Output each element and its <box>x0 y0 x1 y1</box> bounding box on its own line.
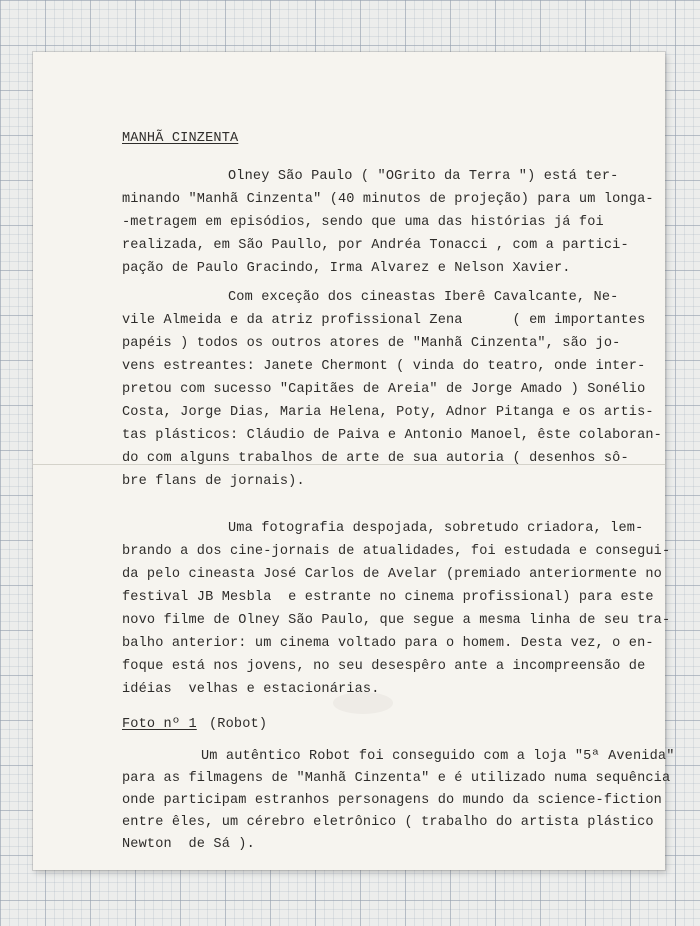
photo-subheading: (Robot) <box>209 717 268 732</box>
paragraph-1-line-4: realizada, em São Paullo, por Andréa Tonacci , com a partici- <box>122 238 629 253</box>
paragraph-2-line-4: vens estreantes: Janete Chermont ( vinda do teatro, onde inter- <box>122 359 646 374</box>
paragraph-3-line-3: da pelo cineasta José Carlos de Avelar (premiado anteriormente no <box>122 567 662 582</box>
document-title: MANHÃ CINZENTA <box>122 131 239 146</box>
paragraph-2-line-8: do com alguns trabalhos de arte de sua autoria ( desenhos sô- <box>122 451 629 466</box>
paragraph-4-line-3: onde participam estranhos personagens do mundo da science-fiction <box>122 793 662 808</box>
paragraph-3-line-1: Uma fotografia despojada, sobretudo criadora, lem- <box>228 521 644 536</box>
paragraph-2-line-9: bre flans de jornais). <box>122 474 305 489</box>
paragraph-4-line-4: entre êles, um cérebro eletrônico ( trabalho do artista plástico <box>122 815 654 830</box>
paragraph-3-line-2: brando a dos cine-jornais de atualidades, foi estudada e consegui- <box>122 544 671 559</box>
typed-page <box>33 52 675 870</box>
paragraph-2-line-7: tas plásticos: Cláudio de Paiva e Antonio Manoel, êste colaboran- <box>122 428 662 443</box>
paragraph-2-line-5: pretou com sucesso "Capitães de Areia" de Jorge Amado ) Sonélio <box>122 382 646 397</box>
paragraph-2-line-6: Costa, Jorge Dias, Maria Helena, Poty, Adnor Pitanga e os artis- <box>122 405 654 420</box>
paragraph-1-line-1: Olney São Paulo ( "OGrito da Terra ") está ter- <box>228 169 619 184</box>
photo-heading: Foto nº 1 <box>122 717 197 732</box>
paragraph-2-line-3: papéis ) todos os outros atores de "Manhã Cinzenta", são jo- <box>122 336 621 351</box>
paragraph-2-line-1: Com exceção dos cineastas Iberê Cavalcante, Ne- <box>228 290 619 305</box>
paragraph-3-line-8: idéias velhas e estacionárias. <box>122 682 380 697</box>
paragraph-3-line-7: foque está nos jovens, no seu desespêro ante a incompreensão de <box>122 659 646 674</box>
paragraph-3-line-6: balho anterior: um cinema voltado para o homem. Desta vez, o en- <box>122 636 654 651</box>
paragraph-2-line-2: vile Almeida e da atriz profissional Zena ( em importantes <box>122 313 646 328</box>
paragraph-1-line-5: pação de Paulo Gracindo, Irma Alvarez e Nelson Xavier. <box>122 261 571 276</box>
paragraph-3-line-5: novo filme de Olney São Paulo, que segue a mesma linha de seu tra- <box>122 613 671 628</box>
paragraph-1-line-2: minando "Manhã Cinzenta" (40 minutos de projeção) para um longa- <box>122 192 654 207</box>
paragraph-4-line-5: Newton de Sá ). <box>122 837 255 852</box>
paragraph-4-line-2: para as filmagens de "Manhã Cinzenta" e é utilizado numa sequência <box>122 771 671 786</box>
paragraph-1-line-3: -metragem em episódios, sendo que uma das histórias já foi <box>122 215 604 230</box>
paragraph-3-line-4: festival JB Mesbla e estrante no cinema profissional) para este <box>122 590 654 605</box>
paragraph-4-line-1: Um autêntico Robot foi conseguido com a loja "5ª Avenida" <box>201 749 675 764</box>
